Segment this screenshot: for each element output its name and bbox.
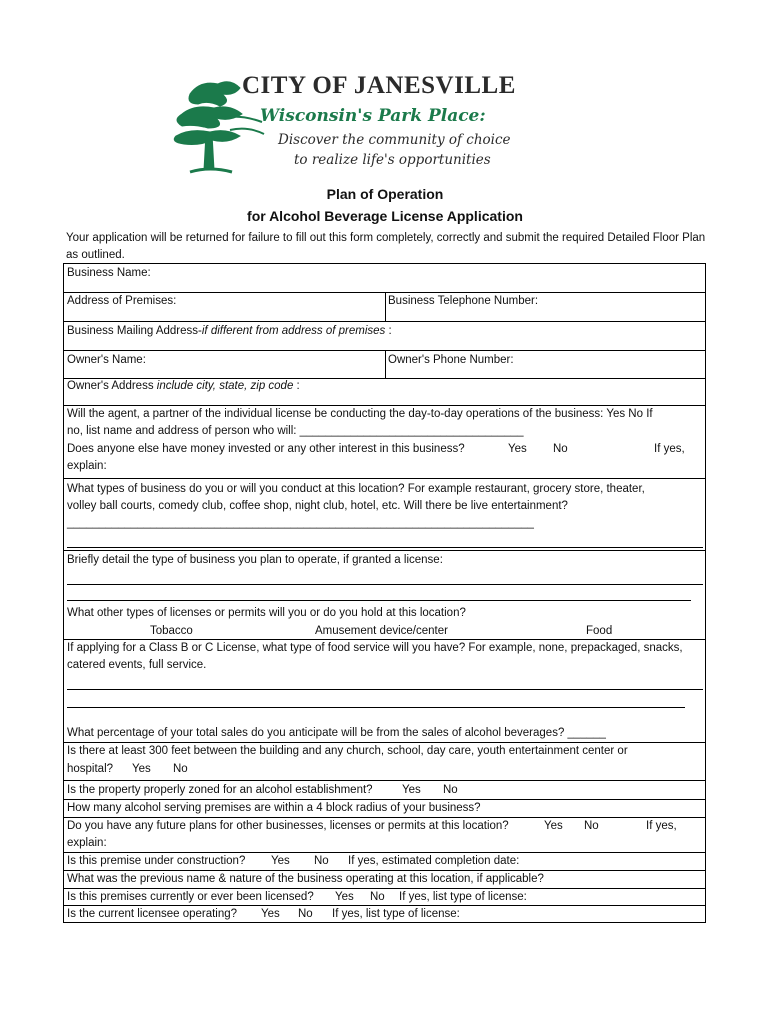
current-licensee-type-label[interactable]: If yes, list type of license: (332, 908, 460, 920)
owner-name-label[interactable]: Owner's Name: (67, 354, 146, 366)
completion-date-label[interactable]: If yes, estimated completion date: (348, 855, 520, 867)
agent-question-line-2[interactable]: no, list name and address of person who will: ___________________________________ (67, 425, 524, 437)
current-licensee-no-option[interactable]: No (298, 908, 313, 920)
page-title-line-1: Plan of Operation (326, 186, 444, 202)
zoning-yes-option[interactable]: Yes (402, 784, 421, 796)
intro-text: Your application will be returned for failure to fill out this form completely, correctly and submit the required Detailed Floor Plan as outlined. (66, 232, 706, 261)
future-plans-yes-option[interactable]: Yes (544, 820, 563, 832)
zoning-question: Is the property properly zoned for an alcohol establishment? (67, 784, 373, 796)
answer-line[interactable] (67, 547, 703, 548)
owner-address-label[interactable]: Owner's Address include city, state, zip code : (67, 380, 300, 392)
distance-question-line-1: Is there at least 300 feet between the building and any church, school, day care, youth entertainment center or (67, 745, 628, 757)
answer-line[interactable] (67, 584, 703, 585)
distance-question-line-2: hospital? (67, 763, 114, 775)
mailing-address-label[interactable]: Business Mailing Address-if different from address of premises : (67, 325, 392, 337)
other-licenses-question: What other types of licenses or permits will you or do you hold at this location? (67, 607, 466, 619)
application-form (63, 263, 706, 923)
food-service-question-line-1: If applying for a Class B or C License, what type of food service will you have? For example, none, prepackaged, snacks, (67, 642, 683, 654)
page-title-line-2: for Alcohol Beverage License Application (247, 208, 523, 224)
construction-question: Is this premise under construction? (67, 855, 246, 867)
future-plans-explain[interactable]: explain: (67, 837, 107, 849)
investment-explain[interactable]: explain: (67, 460, 107, 472)
investment-no-option[interactable]: No (553, 443, 568, 455)
logo-subtitle-2: to realize life's opportunities (294, 152, 491, 168)
distance-yes-option[interactable]: Yes (132, 763, 151, 775)
investment-if-yes: If yes, (654, 443, 685, 455)
owner-phone-label[interactable]: Owner's Phone Number: (388, 354, 514, 366)
distance-no-option[interactable]: No (173, 763, 188, 775)
licensed-no-option[interactable]: No (370, 891, 385, 903)
business-detail-question: Briefly detail the type of business you plan to operate, if granted a license: (67, 554, 443, 566)
current-licensee-yes-option[interactable]: Yes (261, 908, 280, 920)
current-licensee-question: Is the current licensee operating? (67, 908, 238, 920)
business-phone-label[interactable]: Business Telephone Number: (388, 295, 539, 307)
answer-line[interactable] (67, 707, 685, 708)
licensed-type-label[interactable]: If yes, list type of license: (399, 891, 527, 903)
construction-no-option[interactable]: No (314, 855, 329, 867)
future-plans-if-yes: If yes, (646, 820, 677, 832)
construction-yes-option[interactable]: Yes (271, 855, 290, 867)
business-types-line-1: What types of business do you or will you conduct at this location? For example restaurant, grocery store, theater, (67, 483, 645, 495)
answer-line[interactable] (67, 689, 703, 690)
investment-yes-option[interactable]: Yes (508, 443, 527, 455)
alcohol-percentage-question[interactable]: What percentage of your total sales do you anticipate will be from the sales of alcohol beverages? ______ (67, 727, 606, 739)
licensed-question: Is this premises currently or ever been licensed? (67, 891, 314, 903)
address-premises-label[interactable]: Address of Premises: (67, 295, 177, 307)
zoning-no-option[interactable]: No (443, 784, 458, 796)
licensed-yes-option[interactable]: Yes (335, 891, 354, 903)
tobacco-option[interactable]: Tobacco (150, 625, 193, 637)
business-name-label[interactable]: Business Name: (67, 267, 151, 279)
business-types-line-2: volley ball courts, comedy club, coffee shop, night club, hotel, etc. Will there be live entertainment? (67, 500, 568, 512)
future-plans-question: Do you have any future plans for other businesses, licenses or permits at this location? (67, 820, 509, 832)
food-option[interactable]: Food (586, 625, 613, 637)
logo-subtitle-1: Discover the community of choice (278, 132, 511, 148)
food-service-question-line-2: catered events, full service. (67, 659, 207, 671)
logo-city-name: CITY OF JANESVILLE (242, 72, 516, 99)
previous-business-question[interactable]: What was the previous name & nature of the business operating at this location, if applicable? (67, 873, 544, 885)
agent-question-line-1: Will the agent, a partner of the individual license be conducting the day-to-day operations of the business: Yes No If (67, 408, 653, 420)
business-types-answer[interactable]: _________________________________________________________________________ (67, 517, 534, 529)
logo-tagline: Wisconsin's Park Place: (260, 106, 486, 126)
answer-line[interactable] (67, 600, 691, 601)
investment-question: Does anyone else have money invested or any other interest in this business? (67, 443, 465, 455)
radius-question[interactable]: How many alcohol serving premises are within a 4 block radius of your business? (67, 802, 481, 814)
future-plans-no-option[interactable]: No (584, 820, 599, 832)
amusement-option[interactable]: Amusement device/center (315, 625, 448, 637)
city-logo (160, 70, 540, 180)
